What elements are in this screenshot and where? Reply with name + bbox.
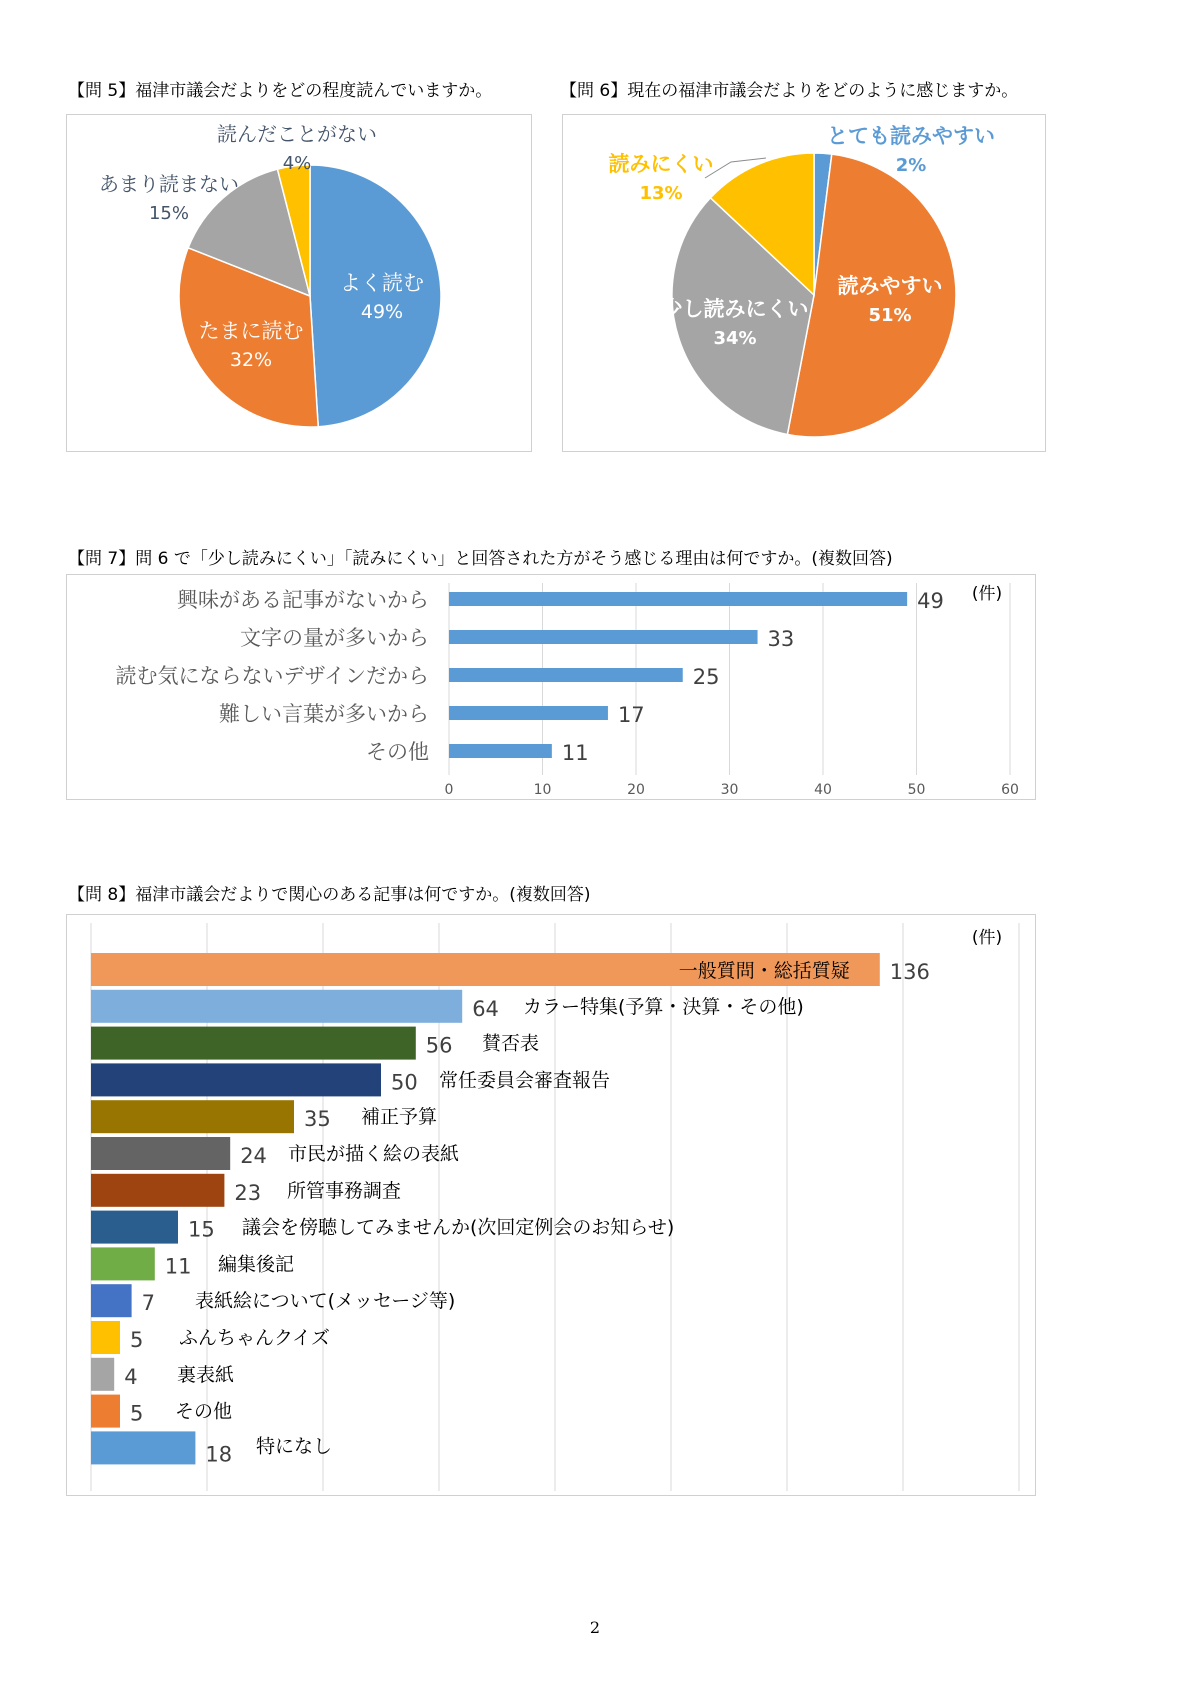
q8-category-label-9: 表紙絵について(メッセージ等) (195, 1290, 456, 1313)
q8-bar-12 (91, 1395, 120, 1428)
q7-value-label-2: 25 (692, 665, 720, 689)
q6-title: 【問 6】現在の福津市議会だよりをどのように感じますか。 (560, 81, 1019, 101)
q7-x-tick-4: 40 (814, 782, 832, 798)
q8-category-label-4: 補正予算 (361, 1106, 438, 1129)
q5-slice-pct-1: 32% (229, 349, 273, 371)
q7-x-tick-1: 10 (533, 782, 552, 798)
q8-value-label-1: 64 (472, 996, 499, 1021)
q8-bar-9 (91, 1284, 132, 1317)
q7-category-label-4: その他 (366, 740, 429, 764)
q8-bar-3 (91, 1063, 381, 1096)
q5-slice-label-1: たまに読む (198, 319, 304, 343)
q6-slice-label-3: 読みにくい (608, 152, 714, 176)
q8-bar-6 (91, 1174, 224, 1207)
q8-value-label-3: 50 (391, 1070, 418, 1095)
q5-slice-label-0: よく読む (340, 271, 424, 295)
q7-value-label-0: 49 (917, 589, 944, 613)
q8-bar-11 (91, 1358, 114, 1391)
q6-slice-pct-0: 2% (895, 155, 927, 176)
q8-category-label-10: ふんちゃんクイズ (179, 1327, 330, 1349)
q8-value-label-7: 15 (188, 1217, 215, 1242)
q8-value-label-10: 5 (130, 1328, 144, 1352)
q6-slice-pct-1: 51% (868, 305, 912, 326)
page-number: 2 (589, 1618, 601, 1637)
q6-pie-chart (563, 115, 1045, 451)
q7-category-label-3: 難しい言葉が多いから (219, 702, 429, 726)
q8-bar-chart (67, 915, 1035, 1495)
q8-value-label-2: 56 (425, 1033, 453, 1058)
q8-category-label-8: 編集後記 (218, 1253, 295, 1276)
q7-x-tick-2: 20 (627, 782, 645, 798)
q8-category-label-5: 市民が描く絵の表紙 (288, 1143, 460, 1165)
q7-value-label-3: 17 (617, 703, 645, 727)
q7-bar-1 (449, 630, 758, 644)
q7-unit-label: (件) (971, 584, 1003, 604)
q8-value-label-4: 35 (304, 1107, 331, 1132)
q5-slice-label-2: あまり読まない (99, 172, 239, 196)
q8-category-label-12: その他 (175, 1400, 233, 1423)
q7-x-tick-5: 50 (907, 782, 926, 798)
q5-slice-pct-2: 15% (148, 203, 190, 224)
q8-bar-4 (91, 1100, 294, 1133)
q5-slice-pct-3: 4% (282, 153, 312, 174)
q5-title: 【問 5】福津市議会だよりをどの程度読んでいますか。 (68, 81, 493, 101)
q7-title: 【問 7】問 6 で「少し読みにくい」「読みにくい」と回答された方がそう感じる理由は何ですか。(複数回答) (68, 549, 893, 569)
q6-slice-label-0: とても読みやすい (827, 124, 995, 148)
q8-value-label-12: 5 (130, 1401, 144, 1426)
q8-bar-10 (91, 1321, 120, 1354)
q6-slice-label-2: 少し読みにくい (661, 297, 809, 321)
q8-bar-7 (91, 1211, 178, 1244)
q8-category-label-7: 議会を傍聴してみませんか(次回定例会のお知らせ) (242, 1216, 675, 1239)
q8-value-label-8: 11 (164, 1254, 192, 1279)
q8-title: 【問 8】福津市議会だよりで関心のある記事は何ですか。(複数回答) (68, 885, 591, 905)
q7-category-label-0: 興味がある記事がないから (177, 588, 429, 612)
q5-slice-pct-0: 49% (360, 301, 404, 323)
q8-category-label-1: カラー特集(予算・決算・その他) (523, 995, 804, 1018)
q8-bar-8 (91, 1247, 155, 1280)
q5-chart-frame (66, 114, 532, 452)
q7-x-tick-0: 0 (444, 782, 454, 798)
q8-value-label-11: 4 (124, 1364, 138, 1389)
q8-bar-13 (91, 1431, 195, 1464)
q7-chart-frame (66, 574, 1036, 800)
q8-unit-label: (件) (971, 928, 1003, 948)
q7-bar-3 (449, 706, 608, 720)
q8-category-label-3: 常任委員会審査報告 (439, 1069, 611, 1092)
q8-value-label-6: 23 (234, 1180, 262, 1205)
q8-category-label-0: 一般質問・総括質疑 (678, 960, 850, 982)
q8-chart-frame (66, 914, 1036, 1496)
q7-bar-0 (449, 592, 907, 606)
q6-chart-frame (562, 114, 1046, 452)
q5-slice-0 (310, 165, 441, 427)
q8-category-label-13: 特になし (256, 1435, 333, 1458)
q7-x-tick-6: 60 (1001, 782, 1019, 798)
q7-value-label-1: 33 (767, 627, 795, 651)
q8-value-label-13: 18 (205, 1442, 233, 1467)
q8-value-label-0: 136 (889, 960, 930, 984)
q7-bar-chart (67, 575, 1035, 799)
q8-bar-1 (91, 990, 462, 1023)
q8-value-label-9: 7 (141, 1291, 155, 1316)
q5-slice-label-3: 読んだことがない (217, 122, 377, 146)
q8-category-label-6: 所管事務調査 (287, 1179, 402, 1202)
q6-slice-pct-3: 13% (639, 183, 683, 204)
q8-value-label-5: 24 (240, 1144, 267, 1168)
q5-pie-chart (67, 115, 531, 451)
q8-category-label-2: 賛否表 (482, 1032, 540, 1055)
q6-slice-label-1: 読みやすい (837, 274, 943, 298)
q8-bar-2 (91, 1027, 416, 1060)
q6-slice-pct-2: 34% (713, 328, 757, 349)
q7-bar-4 (449, 744, 552, 758)
q7-value-label-4: 11 (561, 741, 589, 765)
q8-category-label-11: 裏表紙 (177, 1363, 235, 1386)
q7-bar-2 (449, 668, 683, 682)
q7-category-label-2: 読む気にならないデザインだから (115, 664, 429, 688)
q7-x-tick-3: 30 (720, 782, 739, 798)
q8-bar-5 (91, 1137, 230, 1170)
q7-category-label-1: 文字の量が多いから (240, 626, 429, 650)
